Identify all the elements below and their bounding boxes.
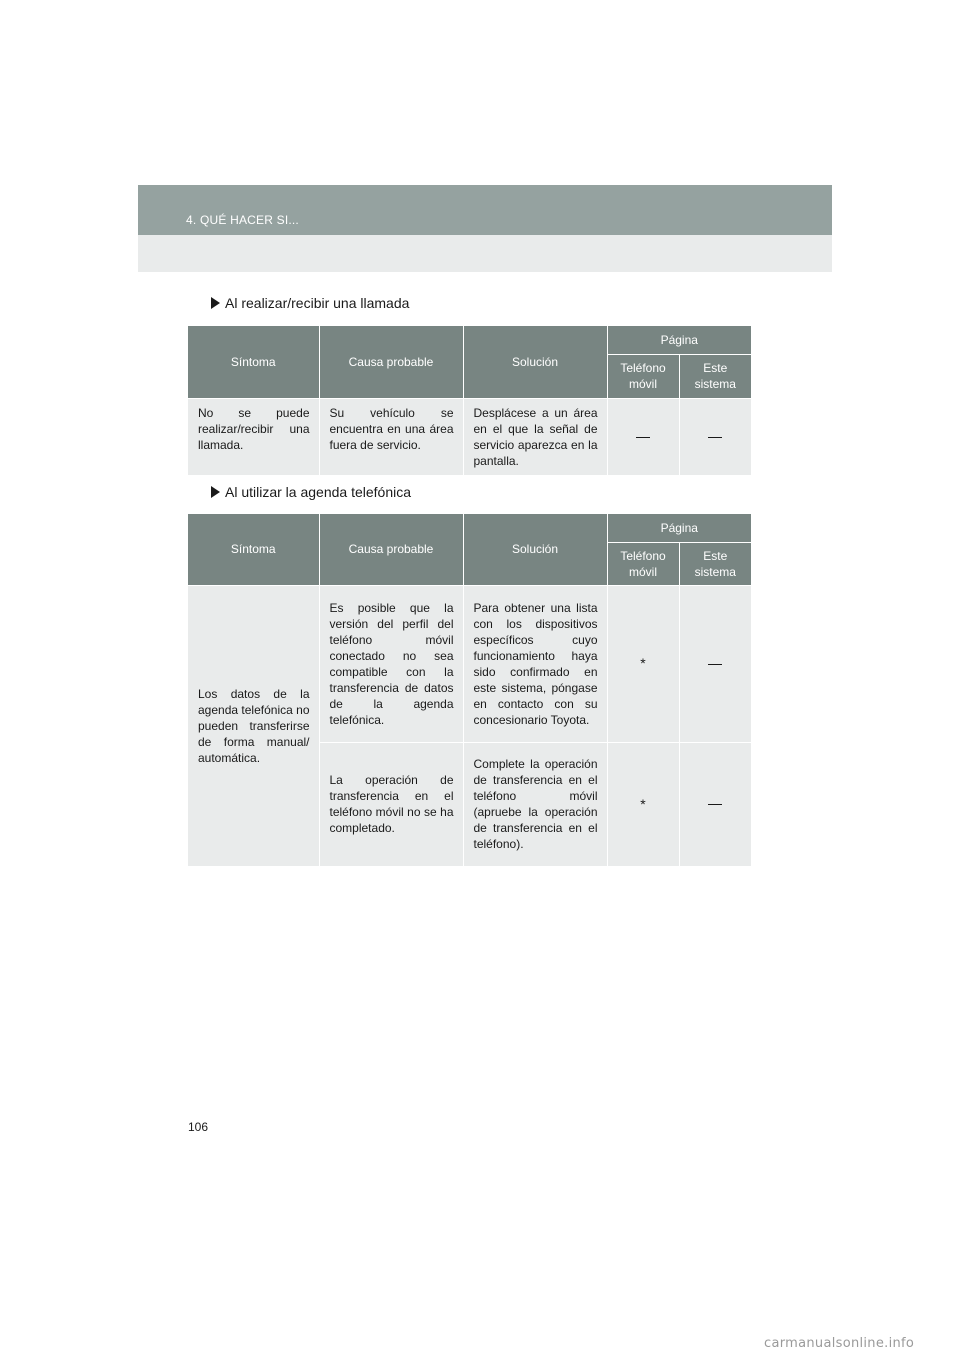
cause-cell: Es posible que la versión del perfil del teléfono móvil conectado no sea compatible con la transferencia de datos de la agenda telefónica. [319, 585, 463, 742]
col-cause: Causa probable [319, 514, 463, 585]
cause-cell: La operación de transferencia en el teléfono móvil no se ha completado. [319, 742, 463, 866]
asterisk-mark: * [640, 655, 646, 671]
col-phone: Teléfono móvil [607, 542, 679, 585]
col-page: Página [607, 326, 751, 354]
system-page-cell [679, 742, 751, 866]
system-page-cell [679, 585, 751, 742]
dash-mark [636, 437, 650, 438]
phonebook-troubleshooting-table [188, 514, 751, 867]
col-solution: Solución [463, 514, 607, 585]
symptom-cell: No se puede realizar/recibir una llamada. [188, 398, 319, 475]
col-symptom: Síntoma [188, 514, 319, 585]
col-system: Este sistema [679, 354, 751, 398]
section-heading-call [211, 295, 409, 311]
system-page-cell [679, 398, 751, 475]
col-symptom: Síntoma [188, 326, 319, 398]
call-troubleshooting-table [188, 326, 751, 476]
dash-mark [708, 804, 722, 805]
section-heading-text: Al realizar/recibir una llamada [225, 295, 410, 311]
col-page: Página [607, 514, 751, 542]
dash-mark [708, 437, 722, 438]
phone-page-cell [607, 585, 679, 742]
symptom-cell: Los datos de la agenda telefónica no pueden transferirse de forma manual/ automática. [188, 585, 319, 866]
cause-cell: Su vehículo se encuentra en una área fuera de servicio. [319, 398, 463, 475]
watermark: carmanualsonline.info [764, 1336, 915, 1351]
asterisk-mark: * [640, 795, 646, 812]
solution-cell: Desplácese a un área en el que la señal de servicio aparezca en la pantalla. [463, 398, 607, 475]
section-heading-phonebook [211, 484, 411, 500]
chapter-header-bar [138, 185, 832, 235]
col-solution: Solución [463, 326, 607, 398]
phone-page-cell [607, 742, 679, 866]
col-phone: Teléfono móvil [607, 354, 679, 398]
table-row [188, 585, 751, 742]
chapter-title: 4. QUÉ HACER SI... [186, 213, 299, 227]
section-heading-text: Al utilizar la agenda telefónica [225, 484, 412, 500]
phone-page-cell [607, 398, 679, 475]
triangle-right-icon [211, 486, 220, 498]
col-system: Este sistema [679, 542, 751, 585]
solution-cell: Complete la operación de transferencia en el teléfono móvil (apruebe la operación de transferencia en el teléfono). [463, 742, 607, 866]
header-band [138, 235, 832, 272]
solution-cell: Para obtener una lista con los dispositivos específicos cuyo funcionamiento haya sido confirmado en este sistema, póngase en contacto con su concesionario Toyota. [463, 585, 607, 742]
table-row [188, 398, 751, 475]
col-cause: Causa probable [319, 326, 463, 398]
dash-mark [708, 664, 722, 665]
triangle-right-icon [211, 297, 220, 309]
page-number: 106 [188, 1120, 209, 1134]
